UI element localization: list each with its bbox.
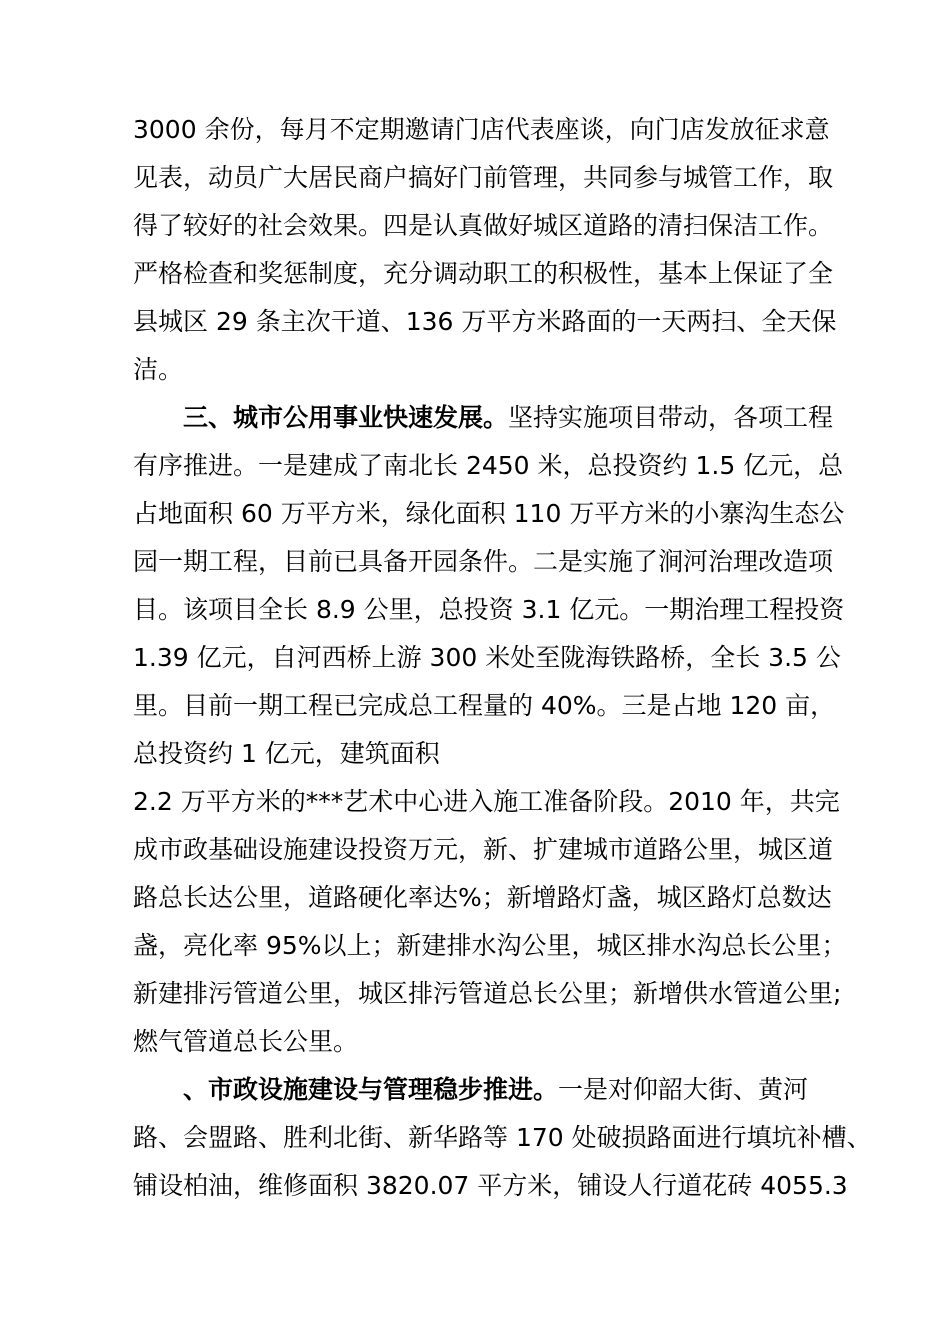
paragraph-line: 洁。	[133, 355, 184, 384]
paragraph-line: 盏，亮化率 95%以上；新建排水沟公里，城区排水沟总长公里；	[133, 931, 847, 960]
paragraph-line: 有序推进。一是建成了南北长 2450 米，总投资约 1.5 亿元，总	[133, 451, 844, 480]
section-4-lead-text: 一是对仰韶大街、黄河	[558, 1075, 809, 1104]
section-4-first-line	[183, 1073, 808, 1107]
paragraph-line: 目。该项目全长 8.9 公里，总投资 3.1 亿元。一期治理工程投资	[133, 595, 845, 624]
paragraph-line: 2.2 万平方米的***艺术中心进入施工准备阶段。2010 年，共完	[133, 787, 840, 816]
section-3-lead-text: 坚持实施项目带动，各项工程	[508, 403, 834, 432]
paragraph-line: 路、会盟路、胜利北街、新华路等 170 处破损路面进行填坑补槽、	[133, 1123, 872, 1152]
paragraph-line: 见表，动员广大居民商户搞好门前管理，共同参与城管工作，取	[133, 163, 834, 192]
paragraph-line: 成市政基础设施建设投资万元，新、扩建城市道路公里，城区道	[133, 835, 834, 864]
paragraph-line: 1.39 亿元，自河西桥上游 300 米处至陇海铁路桥，全长 3.5 公	[133, 643, 841, 672]
paragraph-line: 路总长达公里，道路硬化率达%；新增路灯盏，城区路灯总数达	[133, 883, 832, 912]
paragraph-line: 县城区 29 条主次干道、136 万平方米路面的一天两扫、全天保	[133, 307, 837, 336]
section-3-heading: 三、城市公用事业快速发展。	[183, 403, 509, 432]
section-3-first-line	[183, 401, 833, 435]
paragraph-line: 3000 余份，每月不定期邀请门店代表座谈，向门店发放征求意	[133, 115, 830, 144]
paragraph-line: 总投资约 1 亿元，建筑面积	[133, 739, 440, 768]
paragraph-line: 严格检查和奖惩制度，充分调动职工的积极性，基本上保证了全	[133, 259, 834, 288]
paragraph-line: 得了较好的社会效果。四是认真做好城区道路的清扫保洁工作。	[133, 211, 834, 240]
paragraph-line: 燃气管道总长公里。	[133, 1027, 359, 1056]
paragraph-line: 里。目前一期工程已完成总工程量的 40%。三是占地 120 亩，	[133, 691, 836, 720]
paragraph-line: 园一期工程，目前已具备开园条件。二是实施了涧河治理改造项	[133, 547, 834, 576]
section-4-heading: 、市政设施建设与管理稳步推进。	[183, 1075, 559, 1104]
paragraph-line: 占地面积 60 万平方米，绿化面积 110 万平方米的小寨沟生态公	[133, 499, 845, 528]
paragraph-line: 新建排污管道公里，城区排污管道总长公里；新增供水管道公里;	[133, 979, 842, 1008]
paragraph-line: 铺设柏油，维修面积 3820.07 平方米，铺设人行道花砖 4055.3	[133, 1171, 848, 1200]
